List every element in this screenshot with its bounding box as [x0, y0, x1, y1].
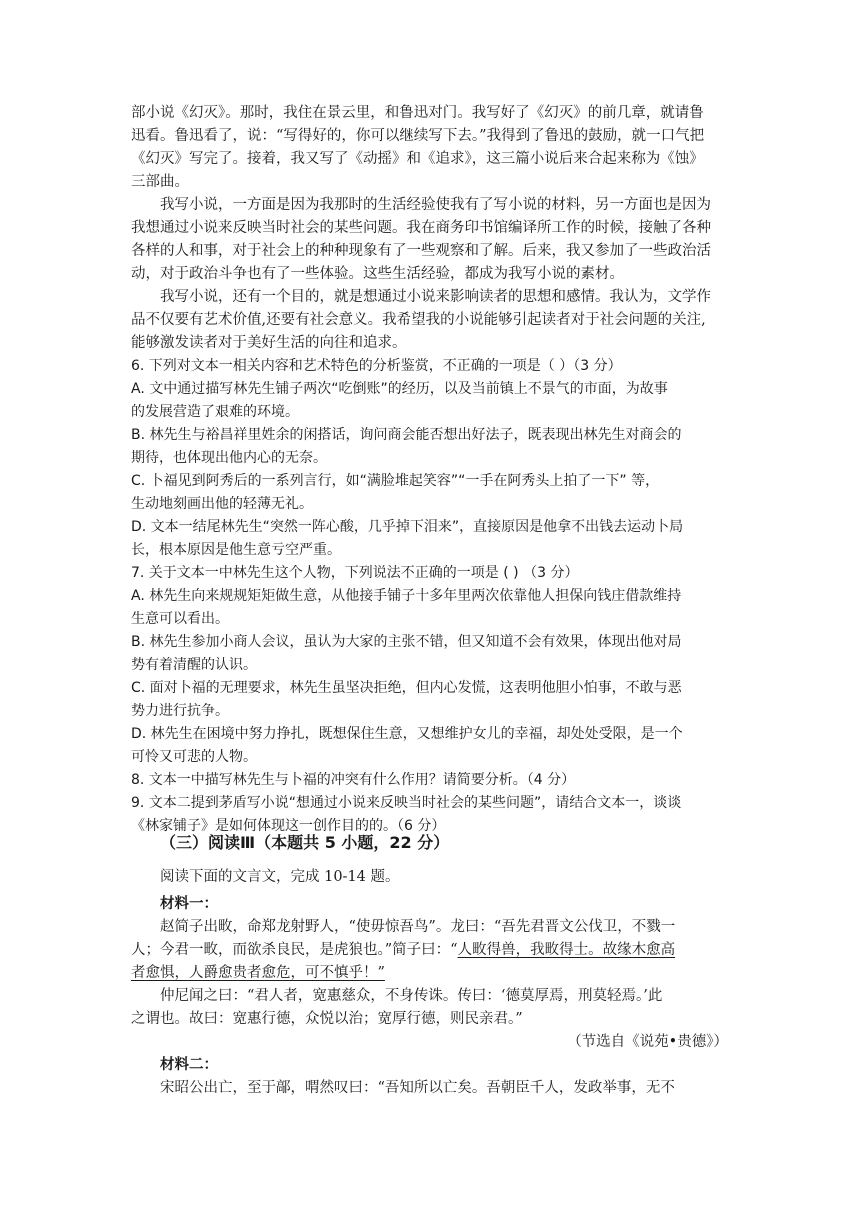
text-three-paragraph	[131, 286, 728, 355]
option-b: B. 林先生与裕昌祥里姓余的闲搭话，询问商会能否想出好法子，既表现出林先生对商会的	[131, 427, 682, 443]
question-stem: 7. 关于文本一中林先生这个人物，下列说法不正确的一项是 ( ) （3 分）	[131, 565, 579, 581]
text-line: 仲尼闻之曰：“君人者，宽惠慈众，不身传诛。传曰：‘德莫厚焉，刑莫轻焉。’此	[160, 988, 663, 1004]
text-line: 能够激发读者对于美好生活的向往和追求。	[131, 335, 407, 351]
text-one-paragraph	[131, 102, 728, 194]
option-d: D. 文本一结尾林先生“突然一阵心酸，几乎掉下泪来”，直接原因是他拿不出钱去运动卜局	[131, 519, 684, 535]
text-line: 部小说《幻灭》。那时，我住在景云里，和鲁迅对门。我写好了《幻灭》的前几章，就请鲁	[131, 105, 704, 121]
option-c: C. 面对卜福的无理要求，林先生虽坚决拒绝，但内心发慌，这表明他胆小怕事，不敢与恶	[131, 680, 682, 696]
text-line: 之谓也。故曰：宽惠行德，众悦以治；宽厚行德，则民亲君。”	[131, 1011, 523, 1027]
text-line: 《幻灭》写完了。接着，我又写了《动摇》和《追求》，这三篇小说后来合起来称为《蚀》	[131, 151, 704, 167]
text-line: 宋昭公出亡，至于鄗，喟然叹曰：“吾知所以亡矣。吾朝臣千人，发政举事，无不	[160, 1080, 675, 1096]
option-a: A. 文中通过描写林先生铺子两次“吃倒账”的经历，以及当前镇上不景气的市面，为故事	[131, 381, 668, 397]
option-a-cont: 生意可以看出。	[131, 611, 229, 627]
section-heading: （三）阅读Ⅲ（本题共 5 小题，22 分）	[160, 833, 450, 852]
option-c-cont: 生动地刻画出他的轻薄无礼。	[131, 496, 313, 512]
text-line	[131, 962, 728, 985]
text-line: 品不仅要有艺术价值,还要有社会意义。我希望我的小说能够引起读者对于社会问题的关注,	[131, 312, 706, 328]
option-c: C. 卜福见到阿秀后的一系列言行，如“满脸堆起笑容”“一手在阿秀头上拍了一下” 等，	[131, 473, 660, 489]
question-stem: 9. 文本二提到茅盾写小说“想通过小说来反映当时社会的某些问题”，请结合文本一，谈谈	[131, 795, 682, 811]
question-stem: 6. 下列对文本一相关内容和艺术特色的分析鉴赏，不正确的一项是（ ）（3 分）	[131, 358, 622, 374]
text-line: 我想通过小说来反映当时社会的某些问题。我在商务印书馆编译所工作的时候，接触了各种	[131, 220, 711, 236]
option-b-cont: 势有着清醒的认识。	[131, 657, 257, 673]
text-span: 人；今君一畋，而欲杀良民，是虎狼也。”简子曰：“	[131, 942, 458, 958]
material-two-title: 材料二：	[160, 1057, 218, 1073]
option-d: D. 林先生在困境中努力挣扎，既想保住生意，又想维护女儿的幸福，却处处受限，是一个	[131, 726, 683, 742]
text-two-paragraph	[131, 194, 728, 286]
question-8	[131, 769, 728, 792]
text-line	[131, 939, 728, 962]
text-line: 迅看。鲁迅看了，说：“写得好的，你可以继续写下去。”我得到了鲁迅的鼓励，就一口气把	[131, 128, 705, 144]
option-b: B. 林先生参加小商人会议，虽认为大家的主张不错，但又知道不会有效果，体现出他对局	[131, 634, 682, 650]
text-line: 各样的人和事，对于社会上的种种现象有了一些观察和了解。后来，我又参加了一些政治活	[131, 243, 711, 259]
option-d-cont: 可怜又可悲的人物。	[131, 749, 257, 765]
text-line: 赵简子出畋，命郑龙射野人，“使毋惊吾鸟”。龙曰：“吾先君晋文公伐卫，不戮一	[160, 919, 676, 935]
text-line: 我写小说，一方面是因为我那时的生活经验使我有了写小说的材料，另一方面也是因为	[160, 197, 711, 213]
text-line: 三部曲。	[131, 174, 189, 190]
question-6	[131, 355, 728, 562]
instruction	[160, 866, 728, 889]
text-line: 动，对于政治斗争也有了一些体验。这些生活经验，都成为我写小说的素材。	[131, 266, 624, 282]
question-stem: 8. 文本一中描写林先生与卜福的冲突有什么作用？请简要分析。（4 分）	[131, 772, 576, 788]
source-citation: （节选自《说苑•贵德》）	[567, 1034, 728, 1050]
instruction-text: 阅读下面的文言文，完成 10-14 题。	[160, 869, 400, 885]
option-c-cont: 势力进行抗争。	[131, 703, 229, 719]
option-a: A. 林先生向来规规矩矩做生意，从他接手铺子十多年里两次依靠他人担保向钱庄借款维持	[131, 588, 682, 604]
option-b-cont: 期待，也体现出他内心的无奈。	[131, 450, 327, 466]
underlined-sentence: 者愈惧，人爵愈贵者愈危，可不慎乎！”	[131, 965, 385, 981]
option-a-cont: 的发展营造了艰难的环境。	[131, 404, 299, 420]
material-one	[131, 893, 728, 1054]
question-stem-cont: 《林家铺子》是如何体现这一创作目的的。（6 分）	[131, 818, 446, 834]
material-two	[131, 1054, 728, 1100]
option-d-cont: 长，根本原因是他生意亏空严重。	[131, 542, 341, 558]
underlined-sentence: 人畋得兽，我畋得士。故缘木愈高	[457, 942, 676, 958]
question-7	[131, 562, 728, 769]
text-line: 我写小说，还有一个目的，就是想通过小说来影响读者的思想和感情。我认为，文学作	[160, 289, 711, 305]
material-one-title: 材料一：	[160, 896, 218, 912]
